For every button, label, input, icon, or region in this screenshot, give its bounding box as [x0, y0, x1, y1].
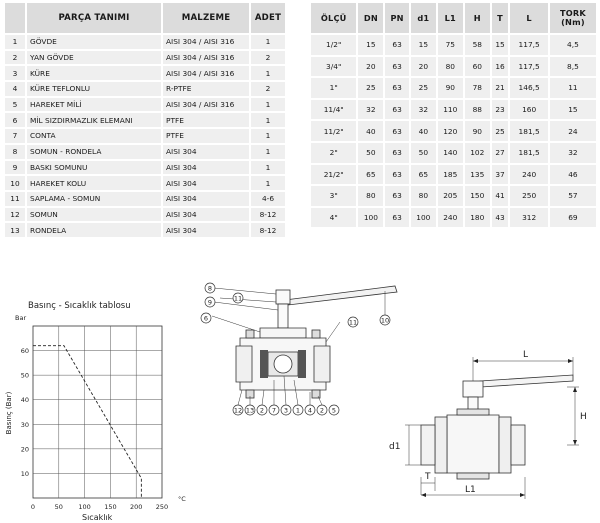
dimension-cell: 15 — [492, 35, 509, 55]
dimension-row — [311, 35, 596, 55]
chart-y-tick-label: 50 — [20, 371, 29, 380]
part-material: AISI 304 / AISI 316 — [163, 51, 249, 65]
dimension-cell: 50 — [411, 143, 436, 163]
dimension-cell: 65 — [358, 165, 383, 185]
handle-lever — [285, 286, 397, 305]
parts-row — [5, 98, 285, 112]
dimension-cell: 15 — [550, 100, 596, 120]
parts-row — [5, 82, 285, 96]
arrow-l1-right — [520, 493, 525, 497]
dimension-cell: 146,5 — [510, 78, 547, 98]
dimension-cell: 117,5 — [510, 35, 547, 55]
chart-y-tick-label: 60 — [20, 347, 29, 356]
dimension-cell: 63 — [385, 35, 408, 55]
chart-y-tick-label: 20 — [20, 445, 29, 454]
part-qty: 1 — [251, 66, 285, 80]
chart-y-label: Basınç (Bar) — [5, 391, 13, 435]
dimension-row — [311, 186, 596, 206]
part-name: RONDELA — [27, 223, 161, 237]
dimension-cell: 32 — [358, 100, 383, 120]
dimension-cell: 181,5 — [510, 121, 547, 141]
dimension-cell: 20 — [358, 57, 383, 77]
parts-table — [3, 1, 287, 239]
dimension-cell: 21 — [492, 78, 509, 98]
dimension-cell: 16 — [492, 57, 509, 77]
dimension-cell: 3/4" — [311, 57, 356, 77]
part-material: PTFE — [163, 113, 249, 127]
part-name: SOMUN — [27, 208, 161, 222]
dimension-table — [309, 1, 598, 229]
dimension-cell: 25 — [358, 78, 383, 98]
part-qty: 2 — [251, 82, 285, 96]
part-no: 13 — [5, 223, 25, 237]
chart-series — [33, 346, 141, 498]
parts-row — [5, 145, 285, 159]
dimension-cell: 100 — [411, 208, 436, 228]
side-bolt-top — [457, 409, 489, 415]
chart-series-line — [33, 346, 141, 498]
dimension-row — [311, 100, 596, 120]
ball-centre — [274, 355, 292, 373]
dimension-cell: 50 — [358, 143, 383, 163]
dimension-cell: 63 — [385, 100, 408, 120]
callout-number: 8 — [207, 284, 213, 293]
part-qty: 1 — [251, 113, 285, 127]
dimension-cell: 8,5 — [550, 57, 596, 77]
side-flange-left — [435, 417, 447, 473]
parts-row — [5, 192, 285, 206]
dimension-cell: 135 — [465, 165, 490, 185]
part-no: 3 — [5, 66, 25, 80]
dim-label-l: L — [523, 350, 529, 360]
part-no: 12 — [5, 208, 25, 222]
chart-x-tick-label: 200 — [129, 503, 143, 511]
part-name: KÜRE TEFLONLU — [27, 82, 161, 96]
stem — [278, 304, 288, 328]
part-material: AISI 304 / AISI 316 — [163, 35, 249, 49]
arrow-l-left — [473, 359, 478, 363]
dimension-cell: 24 — [550, 121, 596, 141]
dimension-cell: 37 — [492, 165, 509, 185]
dimension-cell: 25 — [492, 121, 509, 141]
dimension-cell: 20 — [411, 57, 436, 77]
dim-header-torque — [550, 3, 596, 33]
part-no: 1 — [5, 35, 25, 49]
part-material: AISI 304 — [163, 176, 249, 190]
left-port — [236, 346, 252, 382]
dimension-cell: 78 — [465, 78, 490, 98]
stem-nut — [276, 290, 290, 304]
chart-y-tick-label: 40 — [20, 396, 29, 405]
callout-number: 13 — [245, 406, 255, 415]
pressure-temperature-chart — [0, 263, 200, 523]
part-material: PTFE — [163, 129, 249, 143]
part-no: 10 — [5, 176, 25, 190]
dimension-cell: 4,5 — [550, 35, 596, 55]
part-no: 8 — [5, 145, 25, 159]
dimension-cell: 240 — [510, 165, 547, 185]
dimension-row — [311, 78, 596, 98]
part-qty: 1 — [251, 98, 285, 112]
dimension-cell: 110 — [438, 100, 463, 120]
part-material: AISI 304 / AISI 316 — [163, 66, 249, 80]
dimension-cell: 63 — [385, 78, 408, 98]
callout-number: 7 — [271, 406, 277, 415]
dim-header-h: H — [465, 3, 490, 33]
chart-x-tick-label: 100 — [78, 503, 91, 511]
side-port-right — [511, 425, 525, 465]
part-name: YAN GÖVDE — [27, 51, 161, 65]
part-qty: 1 — [251, 35, 285, 49]
callout-number: 6 — [203, 314, 209, 323]
dimension-cell: 11/2" — [311, 121, 356, 141]
dimension-cell: 60 — [465, 57, 490, 77]
dimension-row — [311, 208, 596, 228]
dimension-cell: 63 — [385, 186, 408, 206]
dimension-cell: 32 — [550, 143, 596, 163]
right-port — [314, 346, 330, 382]
side-handle — [480, 375, 573, 387]
dimension-cell: 117,5 — [510, 57, 547, 77]
dim-header-t: T — [492, 3, 509, 33]
dimension-cell: 58 — [465, 35, 490, 55]
chart-plot-frame — [33, 326, 162, 498]
part-qty: 1 — [251, 145, 285, 159]
part-material: AISI 304 / AISI 316 — [163, 98, 249, 112]
part-material: R-PTFE — [163, 82, 249, 96]
callout-number: 10 — [380, 316, 390, 325]
chart-y-tick-label: 10 — [20, 469, 29, 478]
part-name: MİL SIZDIRMAZLIK ELEMANI — [27, 113, 161, 127]
dim-header-l1: L1 — [438, 3, 463, 33]
dimension-cell: 1" — [311, 78, 356, 98]
parts-row — [5, 51, 285, 65]
dim-label-l1: L1 — [465, 485, 476, 495]
part-name: BASKI SOMUNU — [27, 161, 161, 175]
side-port-left — [421, 425, 435, 465]
arrow-l1-left — [421, 493, 426, 497]
part-no: 7 — [5, 129, 25, 143]
dimension-cell: 160 — [510, 100, 547, 120]
callout-number: 4 — [307, 406, 313, 415]
dimension-cell: 180 — [465, 208, 490, 228]
dimension-cell: 69 — [550, 208, 596, 228]
bolt-top-left — [246, 330, 254, 338]
dimension-row — [311, 165, 596, 185]
dimension-cell: 100 — [358, 208, 383, 228]
chart-x-tick-label: 50 — [54, 503, 63, 511]
dimension-cell: 240 — [438, 208, 463, 228]
dimension-cell: 102 — [465, 143, 490, 163]
parts-row — [5, 129, 285, 143]
torque-unit: (Nm) — [561, 17, 585, 27]
dimension-cell: 80 — [411, 186, 436, 206]
part-name: CONTA — [27, 129, 161, 143]
parts-row — [5, 161, 285, 175]
parts-row — [5, 35, 285, 49]
dimension-cell: 80 — [358, 186, 383, 206]
side-body — [447, 415, 499, 473]
dim-header-l: L — [510, 3, 547, 33]
dimension-cell: 140 — [438, 143, 463, 163]
dimension-cell: 32 — [411, 100, 436, 120]
part-no: 4 — [5, 82, 25, 96]
dimension-row — [311, 121, 596, 141]
dimension-cell: 75 — [438, 35, 463, 55]
part-material: AISI 304 — [163, 145, 249, 159]
dimension-cell: 40 — [411, 121, 436, 141]
arrow-l-right — [568, 359, 573, 363]
part-material: AISI 304 — [163, 223, 249, 237]
callout-number: 5 — [331, 406, 337, 415]
part-qty: 1 — [251, 161, 285, 175]
part-name: HAREKET KOLU — [27, 176, 161, 190]
dimension-cell: 150 — [465, 186, 490, 206]
dimension-cell: 181,5 — [510, 143, 547, 163]
parts-row — [5, 223, 285, 237]
part-material: AISI 304 — [163, 192, 249, 206]
side-flange-right — [499, 417, 511, 473]
dimension-cell: 57 — [550, 186, 596, 206]
dimension-cell: 1/2" — [311, 35, 356, 55]
arrow-h-top — [573, 387, 577, 392]
part-name: SAPLAMA - SOMUN — [27, 192, 161, 206]
callout-number: 12 — [233, 406, 243, 415]
parts-row — [5, 176, 285, 190]
callout-number: 11 — [348, 318, 358, 327]
dim-label-d1: d1 — [389, 442, 401, 452]
dim-header-size: ÖLÇÜ — [311, 3, 356, 33]
callout-number: 2 — [319, 406, 325, 415]
chart-x-tick-label: 250 — [155, 503, 169, 511]
part-name: HAREKET MİLİ — [27, 98, 161, 112]
part-qty: 1 — [251, 129, 285, 143]
part-qty: 4-6 — [251, 192, 285, 206]
dimension-cell: 46 — [550, 165, 596, 185]
dimension-cell: 15 — [411, 35, 436, 55]
dimension-cell: 185 — [438, 165, 463, 185]
part-qty: 8-12 — [251, 223, 285, 237]
dimension-row — [311, 143, 596, 163]
dim-line-d1 — [405, 425, 421, 465]
chart-x-unit: °C — [178, 495, 186, 503]
dim-label-h: H — [580, 412, 587, 422]
dimension-cell: 15 — [358, 35, 383, 55]
dim-header-pn: PN — [385, 3, 408, 33]
chart-ticks — [21, 347, 168, 511]
chart-y-unit: Bar — [15, 314, 27, 322]
side-bolt-bottom — [457, 473, 489, 479]
callout-number: 9 — [207, 298, 213, 307]
arrow-h-bottom — [573, 440, 577, 445]
dim-header-d1: d1 — [411, 3, 436, 33]
part-name: KÜRE — [27, 66, 161, 80]
seat-right — [298, 350, 306, 378]
dimension-cell: 65 — [411, 165, 436, 185]
dimension-cell: 2" — [311, 143, 356, 163]
dimension-cell: 80 — [438, 57, 463, 77]
chart-x-label: Sıcaklık — [82, 513, 113, 522]
part-name: SOMUN - RONDELA — [27, 145, 161, 159]
bolt-bottom-right — [312, 390, 320, 398]
dimension-cell: 3" — [311, 186, 356, 206]
callout-number: 11 — [233, 294, 243, 303]
parts-header-row — [5, 3, 285, 33]
callout-number: 2 — [259, 406, 265, 415]
dimension-cell: 63 — [385, 57, 408, 77]
parts-row — [5, 208, 285, 222]
dimension-cell: 11 — [550, 78, 596, 98]
dimension-cell: 312 — [510, 208, 547, 228]
assembly-drawing — [190, 280, 410, 440]
parts-row — [5, 113, 285, 127]
dim-header-dn: DN — [358, 3, 383, 33]
part-no: 2 — [5, 51, 25, 65]
dimension-cell: 4" — [311, 208, 356, 228]
dimension-cell: 63 — [385, 165, 408, 185]
parts-header-material: MALZEME — [163, 3, 249, 33]
dimension-cell: 11/4" — [311, 100, 356, 120]
part-material: AISI 304 — [163, 161, 249, 175]
dimension-cell: 63 — [385, 143, 408, 163]
side-stem-nut — [463, 381, 483, 397]
dimension-cell: 43 — [492, 208, 509, 228]
dimension-cell: 63 — [385, 208, 408, 228]
chart-grid — [33, 326, 162, 498]
part-no: 6 — [5, 113, 25, 127]
dimension-cell: 250 — [510, 186, 547, 206]
dimension-cell: 88 — [465, 100, 490, 120]
callout-number: 3 — [283, 406, 289, 415]
body-neck — [260, 328, 306, 338]
part-material: AISI 304 — [163, 208, 249, 222]
part-qty: 1 — [251, 176, 285, 190]
dimension-cell: 120 — [438, 121, 463, 141]
dimension-cell: 40 — [358, 121, 383, 141]
torque-label: TORK — [559, 8, 586, 18]
bolt-top-right — [312, 330, 320, 338]
parts-header-qty: ADET — [251, 3, 285, 33]
dimension-cell: 205 — [438, 186, 463, 206]
chart-x-tick-label: 0 — [30, 503, 36, 511]
dimension-cell: 25 — [411, 78, 436, 98]
seat-left — [260, 350, 268, 378]
dimension-cell: 23 — [492, 100, 509, 120]
callout-number: 1 — [295, 406, 301, 415]
part-no: 9 — [5, 161, 25, 175]
part-qty: 8-12 — [251, 208, 285, 222]
dimension-row — [311, 57, 596, 77]
dim-line-h — [567, 387, 579, 445]
dimension-cell: 63 — [385, 121, 408, 141]
dimension-cell: 27 — [492, 143, 509, 163]
parts-row — [5, 66, 285, 80]
dimension-drawing — [389, 345, 587, 515]
dimension-cell: 41 — [492, 186, 509, 206]
dim-label-t: T — [425, 472, 431, 482]
parts-header-no — [5, 3, 25, 33]
dimension-cell: 90 — [465, 121, 490, 141]
dimension-cell: 90 — [438, 78, 463, 98]
part-no: 11 — [5, 192, 25, 206]
chart-x-tick-label: 150 — [104, 503, 117, 511]
part-qty: 2 — [251, 51, 285, 65]
part-name: GÖVDE — [27, 35, 161, 49]
parts-header-name: PARÇA TANIMI — [27, 3, 161, 33]
chart-y-tick-label: 30 — [20, 420, 29, 429]
dimension-cell: 21/2" — [311, 165, 356, 185]
dimension-header-row — [311, 3, 596, 33]
chart-title: Basınç - Sıcaklık tablosu — [28, 301, 131, 311]
part-no: 5 — [5, 98, 25, 112]
